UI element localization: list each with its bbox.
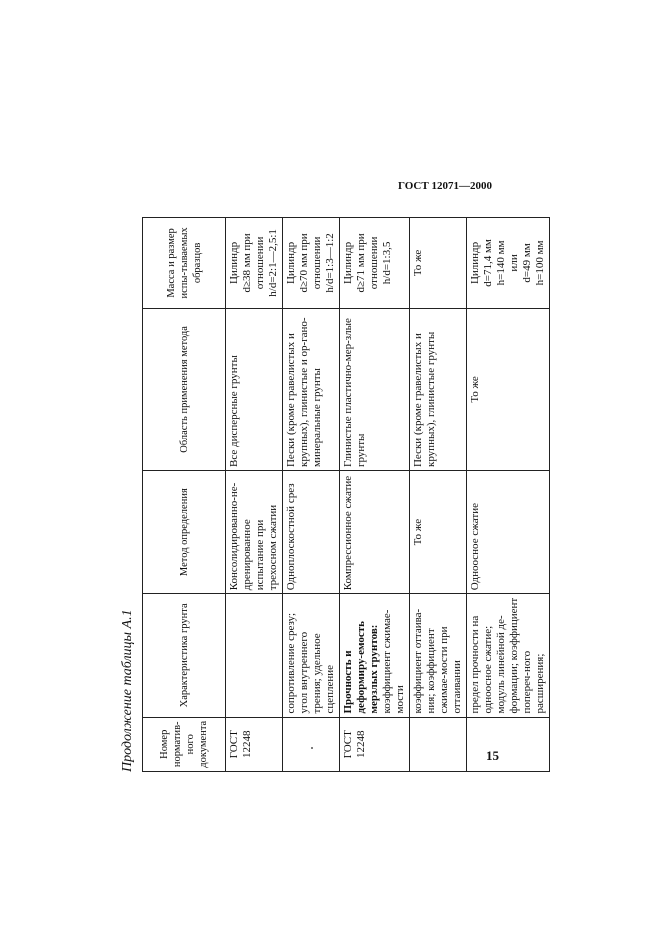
- methods-table: [142, 217, 550, 772]
- table-row: [467, 218, 550, 772]
- column-header-method: Метод определения: [143, 471, 226, 594]
- cell-method: То же: [410, 471, 467, 594]
- cell-characteristic: предел прочности на одноосное сжатие; модуль линейной де-формации; коэффициент попереч-ного расширения;: [467, 594, 550, 717]
- sample-line: h=140 мм: [495, 240, 507, 286]
- cell-document: ГОСТ 12248: [340, 717, 410, 771]
- rotated-table-area: [120, 205, 546, 775]
- cell-sample: [283, 218, 340, 309]
- sample-line: d=71,4 мм: [482, 239, 494, 287]
- cell-document: ГОСТ 12248: [226, 717, 283, 771]
- cell-sample: То же: [410, 218, 467, 309]
- column-header-characteristic: Характеристика грунта: [143, 594, 226, 717]
- cell-method: Компрессионное сжатие: [340, 471, 410, 594]
- cell-document: [283, 717, 340, 771]
- column-header-scope: Область применения метода: [143, 308, 226, 470]
- cell-scope: Пески (кроме гравелистых и крупных), глинистые грунты: [410, 308, 467, 470]
- characteristic-text: коэффициент сжимае-мости: [381, 609, 406, 714]
- page-number: 15: [486, 748, 499, 763]
- table-row: [226, 218, 283, 772]
- characteristic-heading: Прочность и деформиру-емость мерзлых грунтов:: [342, 621, 380, 714]
- sample-line: отношении: [254, 236, 266, 290]
- sample-line: d=49 мм: [521, 243, 533, 283]
- table-caption: Продолжение таблицы А.1: [120, 609, 135, 772]
- sample-line: d≥71 мм при: [355, 233, 367, 293]
- sample-line: Цилиндр: [285, 241, 297, 285]
- sample-line: или: [508, 254, 520, 272]
- table-row: [410, 218, 467, 772]
- sample-line: отношении: [368, 236, 380, 290]
- cell-characteristic: [226, 594, 283, 717]
- table-row: [283, 218, 340, 772]
- table-row: [340, 218, 410, 772]
- cell-document: [410, 717, 467, 771]
- scan-speck: [311, 747, 313, 749]
- cell-method: Консолидированно-не-дренированное испытание при трехосном сжатии: [226, 471, 283, 594]
- sample-line: Цилиндр: [228, 241, 240, 285]
- cell-scope: Глинистые пластично-мер-злые грунты: [340, 308, 410, 470]
- cell-scope: Все дисперсные грунты: [226, 308, 283, 470]
- cell-sample: [467, 218, 550, 309]
- cell-sample: [340, 218, 410, 309]
- sample-line: h=100 мм: [534, 240, 546, 286]
- sample-line: h/d=2:1—2,5:1: [267, 229, 279, 297]
- cell-characteristic: сопротивление срезу; угол внутреннего трения; удельное сцепление: [283, 594, 340, 717]
- sample-line: d≥70 мм при: [298, 233, 310, 293]
- sample-line: h/d=1:3,5: [381, 241, 393, 285]
- cell-scope: Пески (кроме гравелистых и крупных), глинистые и ор-гано-минеральные грунты: [283, 308, 340, 470]
- cell-sample: [226, 218, 283, 309]
- sample-line: отношении: [311, 236, 323, 290]
- column-header-document: Номер норматив-ного документа: [143, 717, 226, 771]
- cell-method: Одноосное сжатие: [467, 471, 550, 594]
- sample-line: Цилиндр: [469, 241, 481, 285]
- sample-line: d≥38 мм при: [241, 233, 253, 293]
- sample-line: h/d=1:3—1:2: [324, 233, 336, 293]
- column-header-sample: Масса и размер испы-тываемых образцов: [143, 218, 226, 309]
- cell-method: Одноплоскостной срез: [283, 471, 340, 594]
- sample-line: Цилиндр: [342, 241, 354, 285]
- cell-characteristic: [340, 594, 410, 717]
- table-header-row: [143, 218, 226, 772]
- cell-scope: То же: [467, 308, 550, 470]
- cell-characteristic: коэффициент оттаива-ния; коэффициент сжимае-мости при оттаивании: [410, 594, 467, 717]
- document-standard-header: ГОСТ 12071—2000: [398, 180, 492, 192]
- cell-document: [467, 717, 550, 771]
